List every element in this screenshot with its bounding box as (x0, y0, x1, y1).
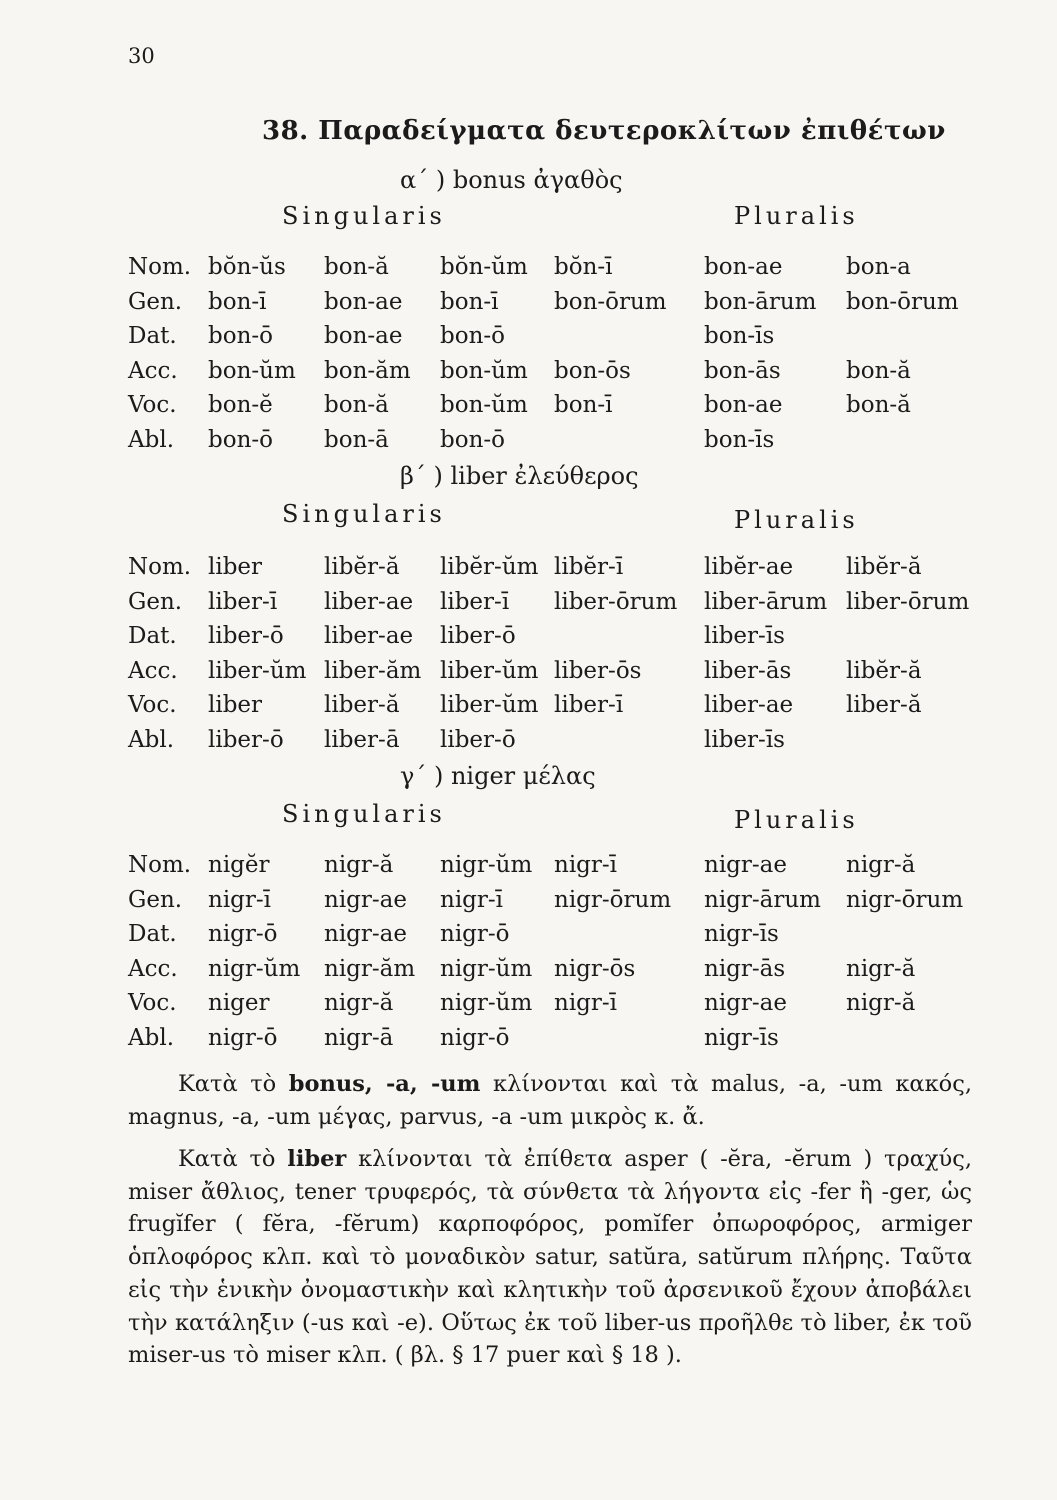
table-row (0, 952, 1057, 986)
case-label: Acc. (128, 955, 178, 982)
form-cell: bon-ae (704, 254, 783, 280)
paragraph-liber-text-1: Κατὰ τὸ (178, 1146, 288, 1172)
form-cell: bon-a (846, 254, 911, 280)
form-cell: nigr-ŭm (208, 955, 301, 982)
form-cell: bon-ă (846, 357, 911, 384)
table-row (0, 723, 1057, 757)
form-cell: nigr-ī (554, 990, 618, 1016)
form-cell: nigr-ō (208, 921, 278, 947)
case-label: Abl. (128, 726, 174, 753)
form-cell: bon-ă (324, 254, 389, 280)
form-cell: bon-ĕ (208, 392, 273, 418)
form-cell: bon-ī (208, 288, 267, 315)
form-cell: liber-īs (704, 726, 785, 753)
form-cell: liber-ŭm (440, 692, 539, 718)
form-cell: liber-ō (208, 726, 284, 753)
table-row (0, 688, 1057, 722)
form-cell: bŏn-ī (554, 254, 613, 280)
case-label: Nom. (128, 554, 192, 580)
form-cell: liber-īs (704, 623, 785, 649)
form-cell: nigr-ŭm (440, 955, 533, 982)
form-cell: bon-ăm (324, 357, 411, 384)
form-cell: bon-ō (208, 426, 274, 453)
paragraph-bonus-text-1: Κατὰ τὸ (178, 1071, 289, 1097)
table-row (0, 619, 1057, 653)
form-cell: liber-ōs (554, 657, 642, 684)
form-cell: nigr-ōrum (554, 886, 672, 913)
paradigm-label: α΄ ) bonus ἀγαθὸς (400, 166, 623, 194)
form-cell: nigr-ārum (704, 886, 821, 913)
form-cell: liber-ae (324, 588, 414, 615)
table-row (0, 917, 1057, 951)
form-cell: nigr-īs (704, 921, 779, 947)
form-cell: liber-ī (440, 588, 510, 615)
table-row (0, 250, 1057, 284)
form-cell: liber-ŭm (208, 657, 307, 684)
table-row (0, 848, 1057, 882)
singularis-header: Singularis (282, 202, 446, 230)
form-cell: bŏn-ŭm (440, 254, 528, 280)
form-cell: liber-ō (440, 623, 516, 649)
singularis-header: Singularis (282, 500, 446, 528)
form-cell: bon-ī (554, 392, 613, 418)
form-cell: nigr-ăm (324, 955, 416, 982)
case-label: Dat. (128, 921, 177, 947)
case-label: Acc. (128, 657, 178, 684)
paragraph-liber-text-2: κλίνονται τὰ ἐπίθετα asper ( -ĕra, -ĕrum ) τραχύς, miser ἄθλιος, tener τρυφερός, τὰ σύνθετα τὰ λήγοντα εἰς -fer ἢ -ger, ὡς frugĭfer ( fĕra, -fĕrum) καρποφόρος, pomĭfer ὀπωροφόρος, armiger ὁπλοφόρος κλπ. καὶ τὸ μοναδικὸν satur, satŭra, satŭrum πλήρης. Ταῦτα εἰς τὴν ἑνικὴν ὀνομαστικὴν καὶ κλητικὴν τοῦ ἀρσενικοῦ ἔχουν ἀποβάλει τὴν κατάληξιν (-us καὶ -e). Οὕτως ἐκ τοῦ liber-us προῆλθε τὸ liber, ἐκ τοῦ miser-us τὸ miser κλπ. ( βλ. § 17 puer καὶ § 18 ). (128, 1146, 972, 1369)
form-cell: nigr-ae (324, 886, 407, 913)
form-cell: liber-ae (704, 692, 794, 718)
form-cell: liber-ŭm (440, 657, 539, 684)
case-label: Abl. (128, 426, 174, 453)
form-cell: nigr-ō (440, 1024, 510, 1051)
form-cell: liber-ō (440, 726, 516, 753)
form-cell: nigr-ō (208, 1024, 278, 1051)
case-label: Gen. (128, 288, 183, 315)
case-label: Gen. (128, 886, 183, 913)
form-cell: nigr-ae (324, 921, 407, 947)
form-cell: bon-ae (324, 288, 403, 315)
section-title: 38. Παραδείγματα δευτεροκλίτων ἐπιθέτων (262, 116, 946, 146)
pluralis-header: Pluralis (734, 202, 859, 230)
form-cell: nigr-ŭm (440, 852, 533, 878)
form-cell: liber-ă (324, 692, 400, 718)
form-cell: bon-ā (324, 426, 389, 453)
table-row (0, 354, 1057, 388)
form-cell: liber-ī (208, 588, 278, 615)
form-cell: nigr-ōs (554, 955, 636, 982)
form-cell: nigr-ŭm (440, 990, 533, 1016)
page-number: 30 (128, 44, 155, 68)
form-cell: libĕr-ă (846, 657, 922, 684)
case-label: Nom. (128, 852, 192, 878)
form-cell: bon-ŭm (208, 357, 296, 384)
form-cell: nigr-ă (846, 990, 916, 1016)
form-cell: liber-ārum (704, 588, 828, 615)
form-cell: niger (208, 990, 270, 1016)
form-cell: bon-ō (440, 323, 506, 349)
form-cell: nigr-ī (440, 886, 504, 913)
form-cell: nigr-ă (846, 955, 916, 982)
form-cell: libĕr-ă (846, 554, 922, 580)
form-cell: liber-ăm (324, 657, 422, 684)
form-cell: nigr-ă (846, 852, 916, 878)
form-cell: liber-ōrum (554, 588, 678, 615)
form-cell: bon-īs (704, 323, 775, 349)
case-label: Voc. (128, 692, 177, 718)
form-cell: liber (208, 692, 263, 718)
case-label: Abl. (128, 1024, 174, 1051)
form-cell: nigr-ă (324, 852, 394, 878)
case-label: Voc. (128, 990, 177, 1016)
form-cell: bon-ās (704, 357, 781, 384)
form-cell: nigĕr (208, 852, 270, 878)
form-cell: bon-ōs (554, 357, 631, 384)
paragraph-bonus-text-2: κλίνονται καὶ τὰ malus, -a, -um κακός, magnus, -a, -um μέγας, parvus, -a -um μικρὸς κ. ἄ. (128, 1071, 972, 1130)
form-cell: nigr-ă (324, 990, 394, 1016)
table-row (0, 654, 1057, 688)
case-label: Dat. (128, 323, 177, 349)
paragraph-bonus-keyword: bonus, -a, -um (288, 1071, 481, 1097)
form-cell: nigr-ōrum (846, 886, 964, 913)
form-cell: bon-ī (440, 288, 499, 315)
form-cell: nigr-ī (208, 886, 272, 913)
table-row (0, 550, 1057, 584)
form-cell: bon-ă (324, 392, 389, 418)
form-cell: bon-ōrum (554, 288, 667, 315)
form-cell: libĕr-ŭm (440, 554, 539, 580)
table-row (0, 319, 1057, 353)
table-row (0, 883, 1057, 917)
form-cell: nigr-ae (704, 990, 787, 1016)
form-cell: bon-ōrum (846, 288, 959, 315)
table-row (0, 1021, 1057, 1055)
table-row (0, 388, 1057, 422)
form-cell: liber-ă (846, 692, 922, 718)
case-label: Voc. (128, 392, 177, 418)
table-row (0, 423, 1057, 457)
form-cell: bon-ō (440, 426, 506, 453)
case-label: Nom. (128, 254, 192, 280)
singularis-header: Singularis (282, 800, 446, 828)
form-cell: nigr-ae (704, 852, 787, 878)
pluralis-header: Pluralis (734, 506, 859, 534)
paragraph-liber (128, 1143, 972, 1372)
form-cell: libĕr-ae (704, 554, 794, 580)
form-cell: liber-ā (324, 726, 400, 753)
form-cell: bŏn-ŭs (208, 254, 286, 280)
paragraph-liber-keyword: liber (287, 1146, 347, 1172)
form-cell: liber (208, 554, 263, 580)
form-cell: nigr-ī (554, 852, 618, 878)
form-cell: liber-ī (554, 692, 624, 718)
form-cell: bon-ō (208, 323, 274, 349)
form-cell: liber-ōrum (846, 588, 970, 615)
paradigm-label: γ΄ ) niger μέλας (400, 762, 596, 790)
table-row (0, 285, 1057, 319)
form-cell: bon-īs (704, 426, 775, 453)
form-cell: nigr-ās (704, 955, 786, 982)
form-cell: liber-ō (208, 623, 284, 649)
form-cell: bon-ŭm (440, 357, 528, 384)
table-row (0, 585, 1057, 619)
form-cell: libĕr-ī (554, 554, 624, 580)
case-label: Dat. (128, 623, 177, 649)
form-cell: bon-ŭm (440, 392, 528, 418)
case-label: Acc. (128, 357, 178, 384)
paragraph-bonus (128, 1068, 972, 1133)
paradigm-label: β΄ ) liber ἐλεύθερος (400, 462, 639, 490)
form-cell: libĕr-ă (324, 554, 400, 580)
form-cell: bon-ae (324, 323, 403, 349)
pluralis-header: Pluralis (734, 806, 859, 834)
form-cell: bon-ă (846, 392, 911, 418)
form-cell: liber-ās (704, 657, 792, 684)
form-cell: nigr-ō (440, 921, 510, 947)
form-cell: nigr-īs (704, 1024, 779, 1051)
form-cell: nigr-ā (324, 1024, 394, 1051)
case-label: Gen. (128, 588, 183, 615)
form-cell: liber-ae (324, 623, 414, 649)
form-cell: bon-ae (704, 392, 783, 418)
form-cell: bon-ārum (704, 288, 817, 315)
table-row (0, 986, 1057, 1020)
